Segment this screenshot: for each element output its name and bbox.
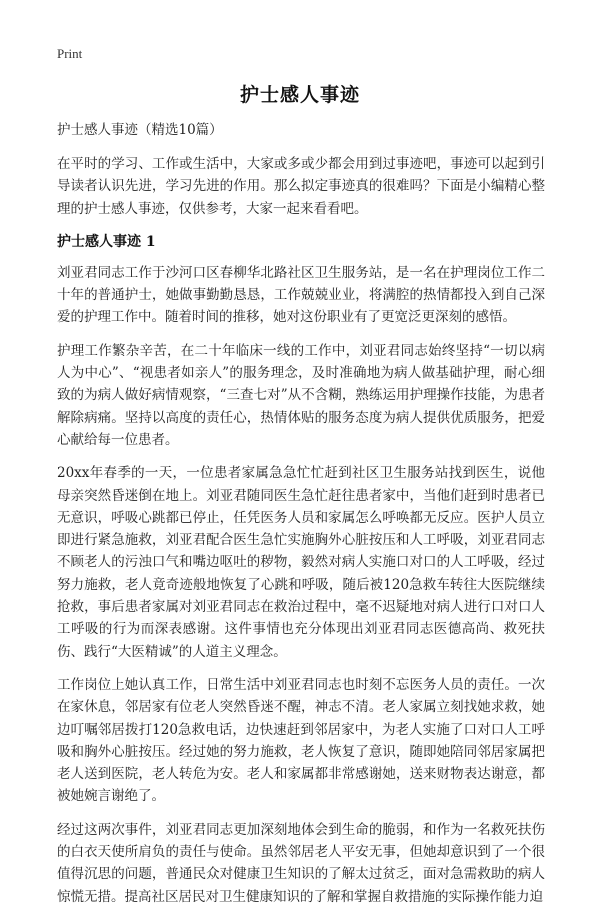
body-paragraph: 经过这两次事件，刘亚君同志更加深刻地体会到生命的脆弱，和作为一名救死扶伤的白衣天使所肩负的责任与使命。虽然邻居老人平安无事，但她却意识到了一个很值得沉思的问题，普通民众对健康卫生知识的了解太过贫乏，面对急需救助的病人惊慌无措。提高社区居民对卫生健康知识的了解和掌握自救措施的实际操作能力迫	[57, 821, 545, 905]
body-paragraph: 刘亚君同志工作于沙河口区春柳华北路社区卫生服务站，是一名在护理岗位工作二十年的普通护士，她做事勤勤恳恳，工作兢兢业业，将满腔的热情都投入到自己深爱的护理工作中。随着时间的推移，她对这份职业有了更宽泛更深刻的感悟。	[57, 264, 545, 326]
document-subtitle: 护士感人事迹（精选10篇）	[57, 122, 223, 138]
page-title: 护士感人事迹	[239, 84, 360, 106]
print-link[interactable]: Print	[57, 46, 83, 61]
intro-paragraph: 在平时的学习、工作或生活中，大家或多或少都会用到过事迹吧，事迹可以起到引导读者认识先进，学习先进的作用。那么拟定事迹真的很难吗？下面是小编精心整理的护士感人事迹，仅供参考，大家一起来看看吧。	[57, 156, 545, 217]
body-paragraph: 20xx年春季的一天，一位患者家属急急忙忙赶到社区卫生服务站找到医生，说他母亲突然昏迷倒在地上。刘亚君随同医生急忙赶往患者家中，当他们赶到时患者已无意识，呼吸心跳都已停止，任凭医务人员和家属怎么呼唤都无反应。医护人员立即进行紧急施救，刘亚君配合医生急忙实施胸外心脏按压和人工呼吸，刘亚君同志不顾老人的污浊口气和嘴边呕吐的秽物，毅然对病人实施口对口的人工呼吸，经过努力施救，老人竟奇迹般地恢复了心跳和呼吸，随后被120急救车转往大医院继续抢救，事后患者家属对刘亚君同志在救治过程中，毫不迟疑地对病人进行口对口人工呼吸的行为而深表感谢。这件事情也充分体现出刘亚君同志医德高尚、救死扶伤、践行“大医精诚”的人道主义理念。	[57, 465, 545, 660]
body-paragraph: 工作岗位上她认真工作，日常生活中刘亚君同志也时刻不忘医务人员的责任。一次在家休息，邻居家有位老人突然昏迷不醒，神志不清。老人家属立刻找她求救，她边叮嘱邻居拨打120急救电话，边快速赶到邻居家中，为老人实施了口对口人工呼吸和胸外心脏按压。经过她的努力施救，老人恢复了意识，随即她陪同邻居家属把老人送到医院，老人转危为安。老人和家属都非常感谢她，送来财物表达谢意，都被她婉言谢绝了。	[57, 676, 545, 805]
document-body	[57, 120, 545, 919]
section-heading: 护士感人事迹 1	[57, 233, 156, 250]
body-paragraph: 护理工作繁杂辛苦，在二十年临床一线的工作中，刘亚君同志始终坚持“一切以病人为中心”、“视患者如亲人”的服务理念，及时准确地为病人做基础护理，耐心细致的为病人做好病情观察，“三查七对”从不含糊，熟练运用护理操作技能，为患者解除病痛。坚持以高度的责任心，热情体贴的服务态度为病人提供优质服务，把爱心献给每一位患者。	[57, 342, 545, 448]
